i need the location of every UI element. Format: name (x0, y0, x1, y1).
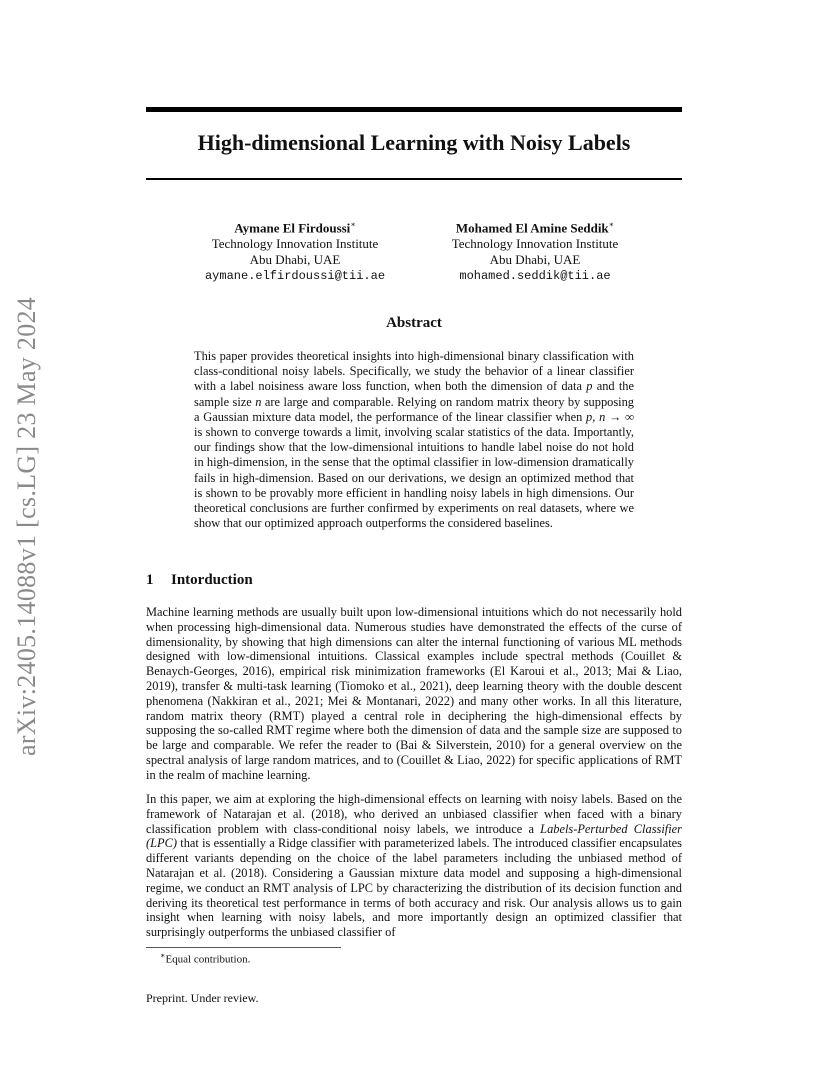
title-bottom-rule (146, 178, 682, 180)
author-location: Abu Dhabi, UAE (489, 252, 581, 268)
arxiv-identifier: arXiv:2405.14088v1 [cs.LG] 23 May 2024 (12, 296, 41, 756)
author-affiliation: Technology Innovation Institute (211, 236, 379, 252)
footnote (160, 951, 250, 966)
footnote-rule (146, 947, 341, 948)
arxiv-sidebar (8, 270, 52, 760)
author-name: Mohamed El Amine Seddik (455, 220, 609, 236)
author-name: Aymane El Firdoussi (234, 220, 351, 236)
title-top-rule (146, 107, 682, 112)
author-affiliation: Technology Innovation Institute (451, 236, 619, 252)
section-number: 1 (146, 572, 154, 588)
author-email[interactable]: mohamed.seddik@tii.ae (459, 269, 611, 284)
author-block-1 (180, 217, 410, 284)
equal-contribution-mark: ∗ (608, 220, 615, 229)
abstract-heading: Abstract (386, 315, 442, 331)
section-heading (146, 572, 253, 589)
preprint-note: Preprint. Under review. (146, 991, 259, 1005)
footnote-mark: ∗ (160, 951, 166, 960)
abstract-text: This paper provides theoretical insights into high-dimensional binary classification with class-conditional noisy labels. Specifically, we study the behavior of a linear classifier with a label noisiness aware loss function, when both the dimension of data p and the sample size n are large and comparable. Relying on random matrix theory by supposing a Gaussian mixture data model, the performance of the linear classifier when p, n → ∞ is shown to converge towards a limit, involving scalar statistics of the data. Importantly, our findings show that the low-dimensional intuitions to handle label noise do not hold in high-dimension, in the sense that the optimal classifier in low-dimension dramatically fails in high-dimension. Based on our derivations, we design an optimized method that is shown to be provably more efficient in handling noisy labels in high dimensions. Our theoretical conclusions are further confirmed by experiments on real datasets, where we show that our optimized approach outperforms the considered baselines. (194, 349, 634, 531)
section-title: Intorduction (171, 572, 253, 588)
author-email[interactable]: aymane.elfirdoussi@tii.ae (204, 269, 386, 284)
author-location: Abu Dhabi, UAE (249, 252, 341, 268)
paper-title: High-dimensional Learning with Noisy Labels (197, 130, 631, 155)
author-block-2 (420, 217, 650, 284)
intro-paragraph-1: Machine learning methods are usually built upon low-dimensional intuitions which do not necessarily hold when processing high-dimensional data. Numerous studies have demonstrated the effects of the curse of dimensionality, by showing that high dimensions can alter the internal functioning of various ML methods designed with low-dimensional intuitions. Classical examples include spectral methods (Couillet & Benaych-Georges, 2016), empirical risk minimization frameworks (El Karoui et al., 2013; Mai & Liao, 2019), transfer & multi-task learning (Tiomoko et al., 2021), deep learning theory with the double descent phenomena (Nakkiran et al., 2021; Mei & Montanari, 2022) and many other works. In all this literature, random matrix theory (RMT) played a central role in deciphering the high-dimensional effects by supposing the so-called RMT regime where both the dimension of data and the sample size are supposed to be large and comparable. We refer the reader to (Bai & Silverstein, 2010) for a general overview on the spectral analysis of large random matrices, and to (Couillet & Liao, 2022) for specific applications of RMT in the realm of machine learning. (146, 605, 682, 782)
emphasized-term: Labels-Perturbed Classifier (LPC) (146, 821, 682, 851)
equal-contribution-mark: ∗ (350, 220, 356, 229)
intro-paragraph-2: In this paper, we aim at exploring the high-dimensional effects on learning with noisy labels. Based on the framework of Natarajan et al. (2018), who derived an unbiased classifier when faced with a binary classification problem with class-conditional noisy labels, we introduce a Labels-Perturbed Classifier (LPC) that is essentially a Ridge classifier with parameterized labels. The introduced classifier encapsulates different variants depending on the choice of the label parameters including the unbiased method of Natarajan et al. (2018). Considering a Gaussian mixture data model and supposing a high-dimensional regime, we conduct an RMT analysis of LPC by characterizing the distribution of its decision function and deriving its theoretical test performance in terms of both accuracy and risk. Our analysis allows us to gain insight when learning with noisy labels, and more importantly design an optimized classifier that surprisingly outperforms the unbiased classifier of (146, 792, 682, 940)
footnote-text: Equal contribution. (165, 953, 251, 966)
